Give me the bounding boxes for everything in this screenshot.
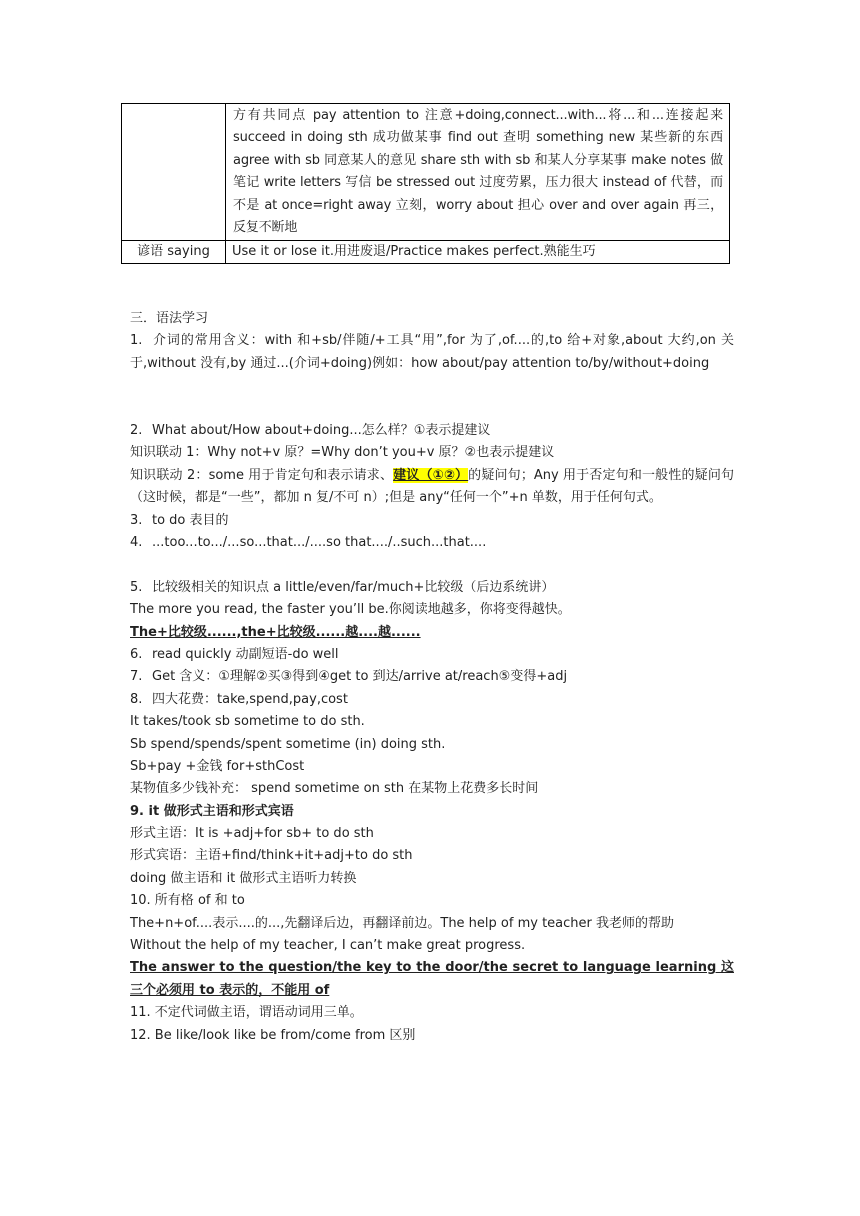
section-heading: 三．语法学习 (130, 311, 209, 326)
point-2 (130, 420, 734, 442)
point-text: ...too...to.../...so...that.../....so that..../..such...that.... (152, 534, 487, 550)
point-text: 比较级相关的知识点 a little/even/far/much+比较级（后边系统讲） (152, 579, 555, 595)
point-number: 1. (130, 333, 143, 349)
possessive-rule: The answer to the question/the key to the door/the secret to language learning 这三个必须用 to 表示的，不能用 of (130, 960, 734, 998)
point-3 (130, 510, 734, 532)
point-1 (130, 330, 734, 375)
point-5 (130, 577, 734, 599)
comparative-rule: The+比较级......,the+比较级......越....越...... (130, 624, 421, 640)
point-text: read quickly 动副短语-do well (152, 646, 339, 662)
vocabulary-table (121, 103, 730, 264)
point-text: 四大花费：take,spend,pay,cost (152, 691, 348, 707)
grammar-section (130, 308, 734, 1047)
point-number: 8. (130, 691, 143, 707)
formal-subject: 形式主语：It is +adj+for sb+ to do sth (130, 826, 374, 842)
link2-text-post: 的疑问句；Any 用于否定句和一般性的疑问句（这时候，都是“一些”，都加 n 复/不可 n）;但是 any“任何一个”+n 单数，用于任何句式。 (130, 467, 734, 506)
point-number: 3. (130, 512, 143, 528)
point-number: 6. (130, 646, 143, 662)
point-number: 7. (130, 669, 143, 685)
point-number: 4. (130, 534, 143, 550)
phrases-text: 方有共同点 pay attention to 注意+doing,connect...with...将...和...连接起来 succeed in doing sth 成功做某事 find out 查明 something new 某些新的东西 agree with sb 同意某人的意见 share sth with sb 和某人分享某事 make notes 做笔记 write letters 写信 be stressed out 过度劳累，压力很大 instead of 代替，而不是 at once=right away 立刻，worry about 担心 over and over again 再三，反复不断地 (233, 108, 723, 236)
table-cell-label (122, 241, 226, 264)
point-text: to do 表目的 (152, 512, 229, 528)
formal-object: 形式宾语：主语+find/think+it+adj+to do sth (130, 848, 413, 864)
point-4 (130, 532, 734, 554)
possessive-line-1: The+n+of....表示....的...,先翻译后边，再翻译前边。The help of my teacher 我老师的帮助 (130, 915, 674, 931)
knowledge-link-1: 知识联动 1：Why not+v 原？=Why don’t you+v 原？②也表示提建议 (130, 445, 555, 461)
point-number: 2. (130, 423, 143, 438)
point-text: 介词的常用含义：with 和+sb/伴随/+工具“用”,for 为了,of....的,to 给+对象,about 大约,on 关于,without 没有,by 通过...(介词+doing)例如：how about/pay attention to/by/without+doing (130, 333, 734, 371)
table-row (122, 104, 730, 241)
comparative-example: The more you read, the faster you’ll be.你阅读地越多，你将变得越快。 (130, 602, 571, 618)
table-cell-phrases (226, 104, 730, 241)
knowledge-link-2 (130, 465, 734, 510)
saying-label: 谚语 saying (137, 244, 210, 260)
point-11: 11. 不定代词做主语，谓语动词用三单。 (130, 1005, 363, 1021)
point-8 (130, 689, 734, 711)
table-cell-empty (122, 104, 226, 241)
point-10-title: 10. 所有格 of 和 to (130, 893, 245, 909)
point-12: 12. Be like/look like be from/come from 区别 (130, 1027, 416, 1043)
point-6 (130, 644, 734, 666)
table-cell-saying (226, 241, 730, 264)
spend-line-2: Sb spend/spends/spent sometime (in) doing sth. (130, 736, 446, 752)
saying-text: Use it or lose it.用进废退/Practice makes perfect.熟能生巧 (232, 244, 596, 260)
spend-line-1: It takes/took sb sometime to do sth. (130, 714, 365, 730)
table-row (122, 241, 730, 264)
possessive-line-2: Without the help of my teacher, I can’t make great progress. (130, 938, 526, 954)
point-7 (130, 666, 734, 688)
highlighted-suggestion: 建议（①②） (393, 467, 469, 483)
point-number: 5. (130, 579, 143, 595)
doing-subject: doing 做主语和 it 做形式主语听力转换 (130, 870, 357, 886)
spend-line-3: Sb+pay +金钱 for+sthCost (130, 758, 305, 774)
point-text: What about/How about+doing...怎么样？①表示提建议 (152, 423, 491, 438)
point-text: Get 含义：①理解②买③得到④get to 到达/arrive at/reach⑤变得+adj (152, 669, 568, 685)
link2-text-pre: 知识联动 2：some 用于肯定句和表示请求、 (130, 467, 394, 483)
spend-line-4: 某物值多少钱补充： spend sometime on sth 在某物上花费多长时间 (130, 781, 539, 797)
point-9-title: 9. it 做形式主语和形式宾语 (130, 803, 294, 819)
